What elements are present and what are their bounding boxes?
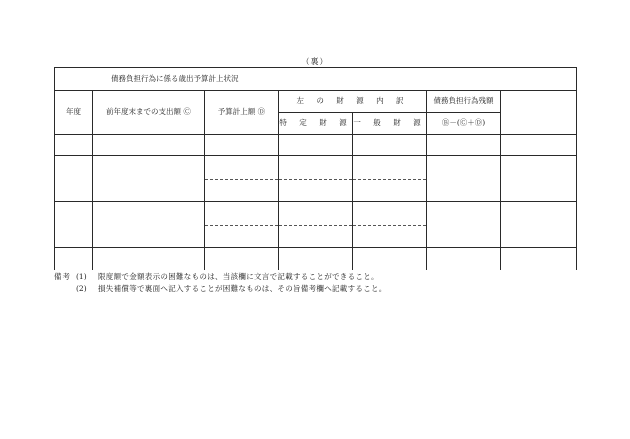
cell-prior-expenditure[interactable]: [93, 156, 205, 202]
table-title: 債務負担行為に係る歳出予算計上状況: [55, 68, 501, 91]
cell-year[interactable]: [55, 135, 93, 156]
cell-general-funds[interactable]: [353, 156, 427, 202]
cell-year[interactable]: [55, 156, 93, 202]
cell-general-funds[interactable]: [353, 248, 427, 271]
dashed-divider: [353, 179, 426, 180]
cell-year[interactable]: [55, 202, 93, 248]
table-row: [55, 248, 577, 271]
cell-specific-funds[interactable]: [279, 202, 353, 248]
table-row: [55, 135, 577, 156]
table-row: [55, 202, 577, 248]
header-prior-expenditure: 前年度末までの支出額 Ⓒ: [93, 91, 205, 135]
header-row-1: [55, 91, 577, 113]
cell-budget-amount[interactable]: [205, 156, 279, 202]
budget-status-table: [54, 67, 577, 270]
remark-item: [54, 283, 387, 295]
cell-prior-expenditure[interactable]: [93, 202, 205, 248]
remark-number: (2): [76, 284, 87, 293]
dashed-divider: [279, 179, 352, 180]
table-title-end: [501, 68, 577, 91]
cell-remaining[interactable]: [427, 135, 501, 156]
page-side-label: （裏）: [301, 57, 329, 66]
cell-remaining[interactable]: [427, 248, 501, 271]
remarks-section: [54, 271, 387, 295]
cell-extra[interactable]: [501, 248, 577, 271]
cell-extra[interactable]: [501, 202, 577, 248]
dashed-divider: [205, 225, 278, 226]
cell-extra[interactable]: [501, 135, 577, 156]
remark-number: (1): [76, 272, 87, 281]
remark-text: 損失補償等で裏面へ記入することが困難なものは、その旨備考欄へ記載すること。: [98, 284, 387, 293]
header-remaining-formula: Ⓑ－(Ⓒ＋Ⓓ): [427, 113, 501, 135]
cell-specific-funds[interactable]: [279, 248, 353, 271]
cell-general-funds[interactable]: [353, 202, 427, 248]
header-funding-breakdown: 左 の 財 源 内 訳: [279, 91, 427, 113]
cell-remaining[interactable]: [427, 202, 501, 248]
header-blank: [501, 91, 577, 135]
header-general-funds: 一 般 財 源: [353, 113, 427, 135]
header-budget-amount: 予算計上額 Ⓓ: [205, 91, 279, 135]
cell-specific-funds[interactable]: [279, 156, 353, 202]
cell-year[interactable]: [55, 248, 93, 271]
remarks-label: 備考: [54, 272, 71, 281]
cell-general-funds[interactable]: [353, 135, 427, 156]
cell-budget-amount[interactable]: [205, 248, 279, 271]
header-specific-funds: 特 定 財 源: [279, 113, 353, 135]
remark-text: 限度額で金額表示の困難なものは、当該欄に文言で記載することができること。: [98, 272, 379, 281]
cell-remaining[interactable]: [427, 156, 501, 202]
cell-prior-expenditure[interactable]: [93, 248, 205, 271]
cell-extra[interactable]: [501, 156, 577, 202]
dashed-divider: [205, 179, 278, 180]
cell-budget-amount[interactable]: [205, 135, 279, 156]
header-year: 年度: [55, 91, 93, 135]
dashed-divider: [279, 225, 352, 226]
header-remaining-label: 債務負担行為残額: [427, 91, 501, 113]
cell-budget-amount[interactable]: [205, 202, 279, 248]
table-title-row: [55, 68, 577, 91]
dashed-divider: [353, 225, 426, 226]
remark-item: [54, 271, 387, 283]
cell-prior-expenditure[interactable]: [93, 135, 205, 156]
table-row: [55, 156, 577, 202]
cell-specific-funds[interactable]: [279, 135, 353, 156]
